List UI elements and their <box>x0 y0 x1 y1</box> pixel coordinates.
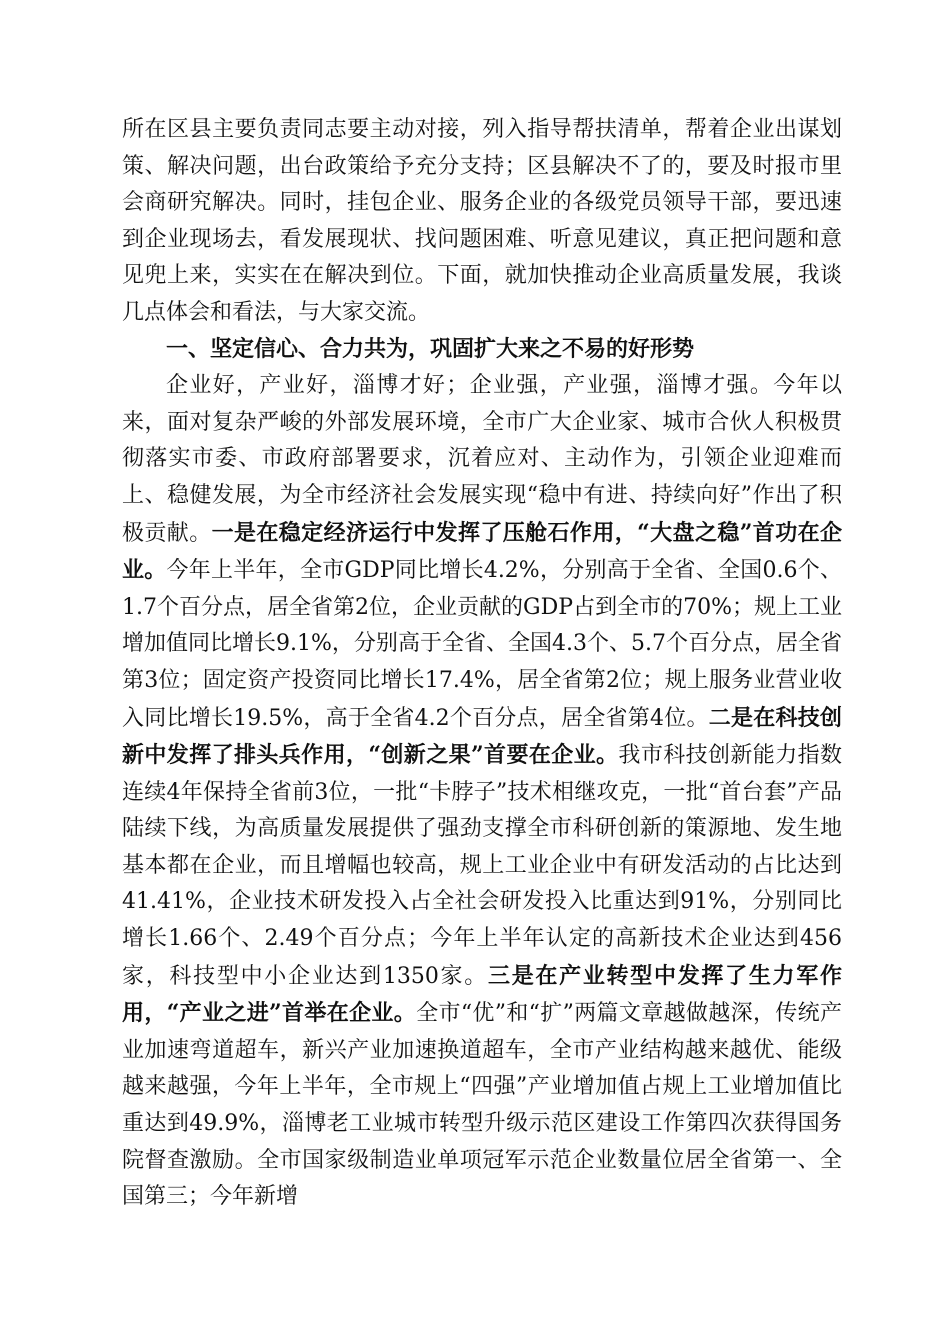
document-body <box>122 112 842 1216</box>
body-text-2: 今年上半年，全市GDP同比增长4.2%，分别高于全省、全国0.6个、1.7个百分点，居全省第2位，企业贡献的GDP占到全市的70%；规上工业增加值同比增长9.1%，分别高于全省、全国4.3个、5.7个百分点，居全省第3位；固定资产投资同比增长17.4%，居全省第2位；规上服务业营业收入同比增长19.5%，高于全省4.2个百分点，居全省第4位。 <box>122 558 842 731</box>
body-text-1: 企业好，产业好，淄博才好；企业强，产业强，淄博才强。今年以来，面对复杂严峻的外部发展环境，全市广大企业家、城市合伙人积极贯彻落实市委、市政府部署要求，沉着应对、主动作为，引领企业迎难而上、稳健发展，为全市经济社会发展实现“稳中有进、持续向好”作出了积极贡献。 <box>122 373 842 546</box>
section-heading: 一、坚定信心、合力共为，巩固扩大来之不易的好形势 <box>166 336 695 362</box>
body-text-4: 全市“优”和“扩”两篇文章越做越深，传统产业加速弯道超车，新兴产业加速换道超车，全市产业结构越来越优、能级越来越强，今年上半年，全市规上“四强”产业增加值占规上工业增加值比重达到49.9%，淄博老工业城市转型升级示范区建设工作第四次获得国务院督查激励。全市国家级制造业单项冠军示范企业数量位居全省第一、全国第三；今年新增 <box>122 1001 842 1210</box>
bold-point-3: 三是在产业转型中发挥了生力军作用，“产业之进”首举在企业。 <box>122 962 842 1027</box>
bold-point-2: 二是在科技创新中发挥了排头兵作用，“创新之果”首要在企业。 <box>122 704 842 769</box>
intro-paragraph: 所在区县主要负责同志要主动对接，列入指导帮扶清单，帮着企业出谋划策、解决问题，出台政策给予充分支持；区县解决不了的，要及时报市里会商研究解决。同时，挂包企业、服务企业的各级党员领导干部，要迅速到企业现场去，看发展现状、找问题困难、听意见建议，真正把问题和意见兜上来，实实在在解决到位。下面，就加快推动企业高质量发展，我谈几点体会和看法，与大家交流。 <box>122 117 842 325</box>
bold-point-1: 一是在稳定经济运行中发挥了压舱石作用，“大盘之稳”首功在企业。 <box>122 519 842 584</box>
body-paragraph <box>122 368 842 1216</box>
body-text-3: 我市科技创新能力指数连续4年保持全省前3位，一批“卡脖子”技术相继攻克，一批“首台套”产品陆续下线，为高质量发展提供了强劲支撑全市科研创新的策源地、发生地基本都在企业，而且增幅也较高，规上工业企业中有研发活动的占比达到41.41%，企业技术研发投入占全社会研发投入比重达到91%，分别同比增长1.66个、2.49个百分点；今年上半年认定的高新技术企业达到456家，科技型中小企业达到1350家。 <box>122 743 842 989</box>
